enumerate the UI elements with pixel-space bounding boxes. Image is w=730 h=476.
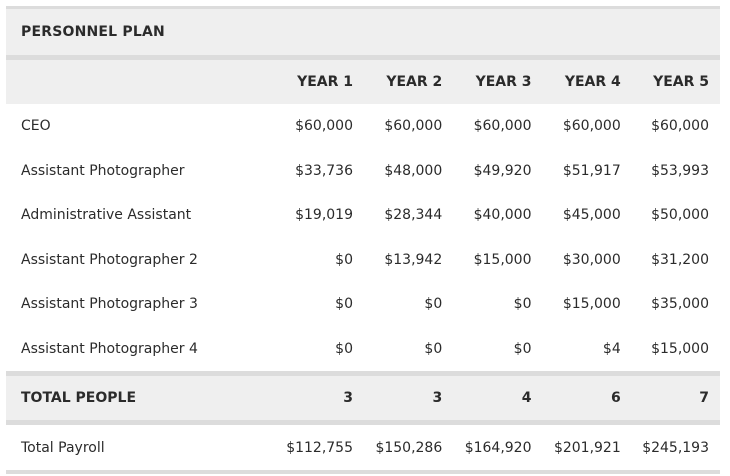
- table-row: [6, 282, 720, 327]
- cell-value: $19,019: [295, 207, 353, 224]
- column-header-year-2: YEAR 2: [386, 74, 443, 90]
- personnel-table: [6, 60, 720, 470]
- total-payroll-value: $150,286: [375, 439, 443, 456]
- cell-value: $15,000: [473, 251, 532, 268]
- row-label: Assistant Photographer 2: [21, 251, 198, 268]
- row-label: Assistant Photographer 3: [21, 296, 198, 313]
- cell-value: $60,000: [651, 118, 709, 135]
- row-label: CEO: [21, 118, 51, 135]
- column-header-year-1: YEAR 1: [297, 74, 353, 90]
- cell-value: $13,942: [384, 251, 443, 268]
- table-row: [6, 327, 720, 372]
- bottom-border: [6, 470, 720, 474]
- row-label: Administrative Assistant: [21, 207, 192, 224]
- total-payroll-value: $112,755: [286, 439, 353, 456]
- cell-value: $40,000: [473, 207, 532, 224]
- table-row: [6, 238, 720, 283]
- cell-value: $50,000: [651, 207, 709, 224]
- cell-value: $48,000: [384, 162, 443, 179]
- cell-value: $49,920: [473, 162, 532, 179]
- personnel-plan-panel: [6, 6, 720, 474]
- cell-value: $0: [424, 296, 443, 313]
- column-header-year-4: YEAR 4: [564, 74, 621, 90]
- total-people-row: [6, 376, 720, 420]
- cell-value: $0: [513, 340, 532, 357]
- total-payroll-row: [6, 425, 720, 470]
- cell-value: $60,000: [295, 118, 353, 135]
- column-header-year-5: YEAR 5: [653, 74, 709, 90]
- row-label: Assistant Photographer 4: [21, 340, 198, 357]
- cell-value: $53,993: [651, 162, 709, 179]
- cell-value: $60,000: [384, 118, 443, 135]
- total-payroll-label: Total Payroll: [21, 439, 105, 456]
- cell-value: $15,000: [562, 296, 621, 313]
- table-header-row: [6, 60, 720, 104]
- total-people-value: 3: [343, 390, 353, 406]
- cell-value: $60,000: [562, 118, 621, 135]
- column-header-year-3: YEAR 3: [475, 74, 532, 90]
- cell-value: $0: [424, 340, 443, 357]
- cell-value: $0: [335, 251, 353, 268]
- panel-title: PERSONNEL PLAN: [6, 9, 720, 55]
- table-row: [6, 193, 720, 238]
- total-people-value: 7: [699, 390, 709, 406]
- total-people-value: 4: [521, 390, 532, 406]
- cell-value: $31,200: [651, 251, 709, 268]
- cell-value: $45,000: [562, 207, 621, 224]
- cell-value: $15,000: [651, 340, 709, 357]
- total-payroll-value: $164,920: [464, 439, 532, 456]
- cell-value: $51,917: [562, 162, 621, 179]
- cell-value: $30,000: [562, 251, 621, 268]
- total-payroll-value: $201,921: [553, 439, 621, 456]
- table-row: [6, 104, 720, 149]
- cell-value: $33,736: [295, 162, 353, 179]
- total-people-label: TOTAL PEOPLE: [21, 390, 137, 406]
- cell-value: $0: [335, 340, 353, 357]
- cell-value: $28,344: [384, 207, 443, 224]
- table-row: [6, 149, 720, 194]
- cell-value: $4: [602, 340, 621, 357]
- cell-value: $0: [513, 296, 532, 313]
- total-payroll-value: $245,193: [642, 439, 709, 456]
- row-label: Assistant Photographer: [21, 162, 185, 179]
- total-people-value: 6: [611, 390, 621, 406]
- total-people-value: 3: [432, 390, 443, 406]
- column-header-label: [6, 60, 276, 104]
- cell-value: $35,000: [651, 296, 709, 313]
- cell-value: $0: [335, 296, 353, 313]
- cell-value: $60,000: [473, 118, 532, 135]
